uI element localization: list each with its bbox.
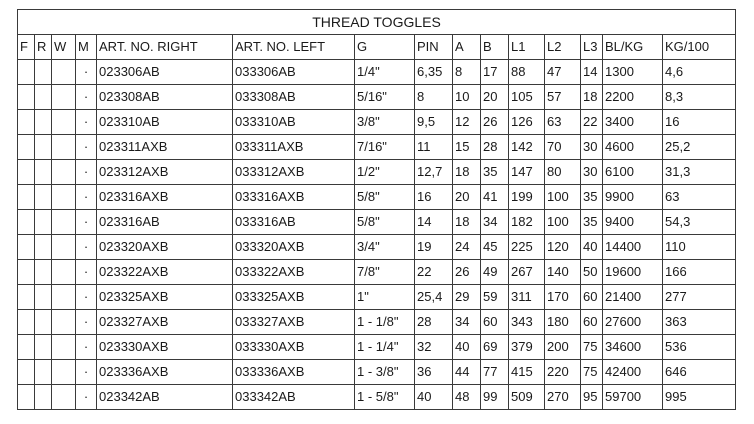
table-cell: 18 xyxy=(453,210,481,235)
table-cell: 023308AB xyxy=(97,85,233,110)
table-cell: 40 xyxy=(581,235,603,260)
table-cell xyxy=(18,360,35,385)
table-cell: 59700 xyxy=(603,385,663,410)
table-row xyxy=(18,135,736,160)
table-cell: · xyxy=(76,160,97,185)
table-cell xyxy=(35,85,52,110)
table-cell: 4600 xyxy=(603,135,663,160)
table-row xyxy=(18,185,736,210)
table-cell: · xyxy=(76,385,97,410)
table-row xyxy=(18,360,736,385)
table-cell: 17 xyxy=(481,60,509,85)
table-cell xyxy=(52,285,76,310)
table-cell: 19 xyxy=(415,235,453,260)
table-cell: 033325AXB xyxy=(233,285,355,310)
table-cell: 033316AB xyxy=(233,210,355,235)
table-cell: 1 - 3/8" xyxy=(355,360,415,385)
table-cell: 31,3 xyxy=(663,160,736,185)
table-cell: 34 xyxy=(481,210,509,235)
table-cell xyxy=(18,285,35,310)
table-cell: 12 xyxy=(453,110,481,135)
table-cell: · xyxy=(76,135,97,160)
table-cell xyxy=(35,285,52,310)
table-cell: 415 xyxy=(509,360,545,385)
table-cell xyxy=(52,160,76,185)
table-cell: 270 xyxy=(545,385,581,410)
table-cell: 32 xyxy=(415,335,453,360)
table-cell: 100 xyxy=(545,185,581,210)
table-cell: 3400 xyxy=(603,110,663,135)
table-cell: 69 xyxy=(481,335,509,360)
table-cell: 199 xyxy=(509,185,545,210)
column-header: L2 xyxy=(545,35,581,60)
table-cell xyxy=(35,160,52,185)
table-cell: 5/8" xyxy=(355,210,415,235)
table-cell: 1/4" xyxy=(355,60,415,85)
table-cell: 20 xyxy=(481,85,509,110)
table-cell: 7/8" xyxy=(355,260,415,285)
table-cell xyxy=(35,110,52,135)
column-header: L3 xyxy=(581,35,603,60)
table-cell: 15 xyxy=(453,135,481,160)
table-cell: 6,35 xyxy=(415,60,453,85)
table-cell: 100 xyxy=(545,210,581,235)
table-cell: 023312AXB xyxy=(97,160,233,185)
header-row xyxy=(18,35,736,60)
table-cell: 023316AB xyxy=(97,210,233,235)
table-cell: 24 xyxy=(453,235,481,260)
table-cell: 18 xyxy=(453,160,481,185)
table-cell xyxy=(18,235,35,260)
table-cell xyxy=(18,185,35,210)
table-cell: 47 xyxy=(545,60,581,85)
table-cell: 7/16" xyxy=(355,135,415,160)
column-header: M xyxy=(76,35,97,60)
table-cell: 1" xyxy=(355,285,415,310)
table-cell: 29 xyxy=(453,285,481,310)
table-cell: 105 xyxy=(509,85,545,110)
table-cell: 11 xyxy=(415,135,453,160)
table-row xyxy=(18,210,736,235)
table-cell: 12,7 xyxy=(415,160,453,185)
table-cell: 63 xyxy=(545,110,581,135)
table-cell: 033336AXB xyxy=(233,360,355,385)
table-title: THREAD TOGGLES xyxy=(18,10,736,35)
table-cell: 26 xyxy=(481,110,509,135)
table-cell: 80 xyxy=(545,160,581,185)
table-cell: · xyxy=(76,85,97,110)
table-cell: 40 xyxy=(453,335,481,360)
table-cell: 343 xyxy=(509,310,545,335)
table-cell: 166 xyxy=(663,260,736,285)
table-cell: 140 xyxy=(545,260,581,285)
table-cell xyxy=(18,160,35,185)
table-cell: 033342AB xyxy=(233,385,355,410)
table-cell: 99 xyxy=(481,385,509,410)
table-cell: 033320AXB xyxy=(233,235,355,260)
table-row xyxy=(18,335,736,360)
table-row xyxy=(18,235,736,260)
table-cell: 646 xyxy=(663,360,736,385)
table-cell: 379 xyxy=(509,335,545,360)
table-cell: 023316AXB xyxy=(97,185,233,210)
table-cell: 45 xyxy=(481,235,509,260)
table-cell: 88 xyxy=(509,60,545,85)
table-cell: 16 xyxy=(415,185,453,210)
table-cell: 1 - 5/8" xyxy=(355,385,415,410)
table-cell: 023310AB xyxy=(97,110,233,135)
table-cell: 25,2 xyxy=(663,135,736,160)
table-cell: 9900 xyxy=(603,185,663,210)
column-header: A xyxy=(453,35,481,60)
table-row xyxy=(18,310,736,335)
table-cell: 509 xyxy=(509,385,545,410)
thread-toggles-sheet xyxy=(17,9,736,410)
table-cell xyxy=(35,260,52,285)
table-cell: 28 xyxy=(481,135,509,160)
table-cell: 1 - 1/4" xyxy=(355,335,415,360)
table-cell: 180 xyxy=(545,310,581,335)
table-cell: 8 xyxy=(415,85,453,110)
table-cell: 35 xyxy=(581,210,603,235)
column-header: KG/100 xyxy=(663,35,736,60)
table-cell: 267 xyxy=(509,260,545,285)
table-cell: 033308AB xyxy=(233,85,355,110)
table-cell: 41 xyxy=(481,185,509,210)
table-cell: 033306AB xyxy=(233,60,355,85)
table-cell: 28 xyxy=(415,310,453,335)
table-cell xyxy=(35,310,52,335)
table-row xyxy=(18,60,736,85)
table-cell: 54,3 xyxy=(663,210,736,235)
table-cell: 42400 xyxy=(603,360,663,385)
table-cell: 9400 xyxy=(603,210,663,235)
table-cell xyxy=(52,360,76,385)
table-cell: 95 xyxy=(581,385,603,410)
table-cell: 1300 xyxy=(603,60,663,85)
table-cell: 16 xyxy=(663,110,736,135)
table-cell: · xyxy=(76,310,97,335)
table-cell: 220 xyxy=(545,360,581,385)
table-cell: · xyxy=(76,110,97,135)
table-cell: 277 xyxy=(663,285,736,310)
column-header: BL/KG xyxy=(603,35,663,60)
table-cell: 033322AXB xyxy=(233,260,355,285)
table-cell: · xyxy=(76,335,97,360)
table-cell xyxy=(52,185,76,210)
table-cell: 26 xyxy=(453,260,481,285)
table-row xyxy=(18,285,736,310)
table-cell: 57 xyxy=(545,85,581,110)
table-cell xyxy=(35,360,52,385)
table-cell xyxy=(18,310,35,335)
table-cell: 25,4 xyxy=(415,285,453,310)
table-cell: 033330AXB xyxy=(233,335,355,360)
table-cell: 363 xyxy=(663,310,736,335)
table-cell: 3/8" xyxy=(355,110,415,135)
table-cell xyxy=(52,260,76,285)
table-cell: 75 xyxy=(581,335,603,360)
table-cell: 18 xyxy=(581,85,603,110)
table-cell: 225 xyxy=(509,235,545,260)
table-cell: 60 xyxy=(581,285,603,310)
table-cell: 023322AXB xyxy=(97,260,233,285)
column-header: R xyxy=(35,35,52,60)
table-cell: 033312AXB xyxy=(233,160,355,185)
table-cell: 60 xyxy=(581,310,603,335)
table-cell xyxy=(18,60,35,85)
table-cell xyxy=(35,60,52,85)
table-cell: 6100 xyxy=(603,160,663,185)
table-cell: 36 xyxy=(415,360,453,385)
table-cell: 22 xyxy=(581,110,603,135)
table-cell: 5/8" xyxy=(355,185,415,210)
table-cell: 3/4" xyxy=(355,235,415,260)
table-cell: 033310AB xyxy=(233,110,355,135)
table-cell xyxy=(18,210,35,235)
table-cell: 19600 xyxy=(603,260,663,285)
table-cell: 170 xyxy=(545,285,581,310)
column-header: F xyxy=(18,35,35,60)
table-cell: 34600 xyxy=(603,335,663,360)
table-cell: 35 xyxy=(581,185,603,210)
table-cell xyxy=(18,85,35,110)
table-cell: 9,5 xyxy=(415,110,453,135)
table-cell xyxy=(18,110,35,135)
table-cell: 44 xyxy=(453,360,481,385)
table-cell: 34 xyxy=(453,310,481,335)
table-cell: 63 xyxy=(663,185,736,210)
table-cell xyxy=(52,60,76,85)
table-cell: 70 xyxy=(545,135,581,160)
table-cell: 033311AXB xyxy=(233,135,355,160)
table-cell: 30 xyxy=(581,160,603,185)
table-cell: 8 xyxy=(453,60,481,85)
column-header: G xyxy=(355,35,415,60)
table-cell xyxy=(52,85,76,110)
table-cell: 59 xyxy=(481,285,509,310)
table-cell: 311 xyxy=(509,285,545,310)
column-header: PIN xyxy=(415,35,453,60)
table-cell xyxy=(18,385,35,410)
table-cell: 147 xyxy=(509,160,545,185)
table-cell: · xyxy=(76,260,97,285)
column-header: B xyxy=(481,35,509,60)
table-cell: 023327AXB xyxy=(97,310,233,335)
table-cell: 1/2" xyxy=(355,160,415,185)
column-header: L1 xyxy=(509,35,545,60)
table-row xyxy=(18,385,736,410)
table-cell: 023311AXB xyxy=(97,135,233,160)
table-row xyxy=(18,160,736,185)
table-cell: 033316AXB xyxy=(233,185,355,210)
table-cell: 5/16" xyxy=(355,85,415,110)
column-header: ART. NO. LEFT xyxy=(233,35,355,60)
table-cell: 142 xyxy=(509,135,545,160)
table-cell: · xyxy=(76,360,97,385)
table-cell: 14400 xyxy=(603,235,663,260)
table-row xyxy=(18,85,736,110)
table-cell: 182 xyxy=(509,210,545,235)
table-cell: 75 xyxy=(581,360,603,385)
table-cell xyxy=(52,135,76,160)
table-cell: 30 xyxy=(581,135,603,160)
table-cell: 48 xyxy=(453,385,481,410)
table-cell xyxy=(52,335,76,360)
table-cell xyxy=(52,385,76,410)
thread-toggles-table xyxy=(17,9,736,410)
table-cell: 023325AXB xyxy=(97,285,233,310)
table-cell: 536 xyxy=(663,335,736,360)
table-cell: 50 xyxy=(581,260,603,285)
table-cell: · xyxy=(76,185,97,210)
table-cell xyxy=(52,310,76,335)
table-body xyxy=(18,60,736,410)
table-cell xyxy=(35,135,52,160)
table-cell: · xyxy=(76,60,97,85)
table-cell: 60 xyxy=(481,310,509,335)
table-cell: 2200 xyxy=(603,85,663,110)
table-cell: 995 xyxy=(663,385,736,410)
table-row xyxy=(18,110,736,135)
table-cell: 200 xyxy=(545,335,581,360)
table-cell: 1 - 1/8" xyxy=(355,310,415,335)
table-cell: 120 xyxy=(545,235,581,260)
table-cell: 77 xyxy=(481,360,509,385)
table-cell: 35 xyxy=(481,160,509,185)
table-cell: 49 xyxy=(481,260,509,285)
table-row xyxy=(18,260,736,285)
table-cell: 023306AB xyxy=(97,60,233,85)
table-cell xyxy=(52,210,76,235)
table-cell: 126 xyxy=(509,110,545,135)
column-header: W xyxy=(52,35,76,60)
table-cell: 8,3 xyxy=(663,85,736,110)
table-cell xyxy=(35,335,52,360)
column-header: ART. NO. RIGHT xyxy=(97,35,233,60)
table-cell: 40 xyxy=(415,385,453,410)
table-cell xyxy=(52,110,76,135)
table-cell xyxy=(35,185,52,210)
table-cell xyxy=(18,260,35,285)
table-cell: 023336AXB xyxy=(97,360,233,385)
table-cell: · xyxy=(76,210,97,235)
table-cell xyxy=(18,335,35,360)
table-cell: 21400 xyxy=(603,285,663,310)
table-cell: 22 xyxy=(415,260,453,285)
table-cell: · xyxy=(76,285,97,310)
table-cell: 14 xyxy=(415,210,453,235)
table-cell: 27600 xyxy=(603,310,663,335)
table-cell xyxy=(35,210,52,235)
table-cell: 110 xyxy=(663,235,736,260)
table-cell: 20 xyxy=(453,185,481,210)
table-cell: 033327AXB xyxy=(233,310,355,335)
table-cell xyxy=(52,235,76,260)
table-cell xyxy=(35,385,52,410)
table-cell: 023320AXB xyxy=(97,235,233,260)
table-cell xyxy=(18,135,35,160)
table-cell: 023342AB xyxy=(97,385,233,410)
table-cell: · xyxy=(76,235,97,260)
table-cell: 10 xyxy=(453,85,481,110)
table-cell: 023330AXB xyxy=(97,335,233,360)
table-cell: 14 xyxy=(581,60,603,85)
table-cell: 4,6 xyxy=(663,60,736,85)
table-cell xyxy=(35,235,52,260)
